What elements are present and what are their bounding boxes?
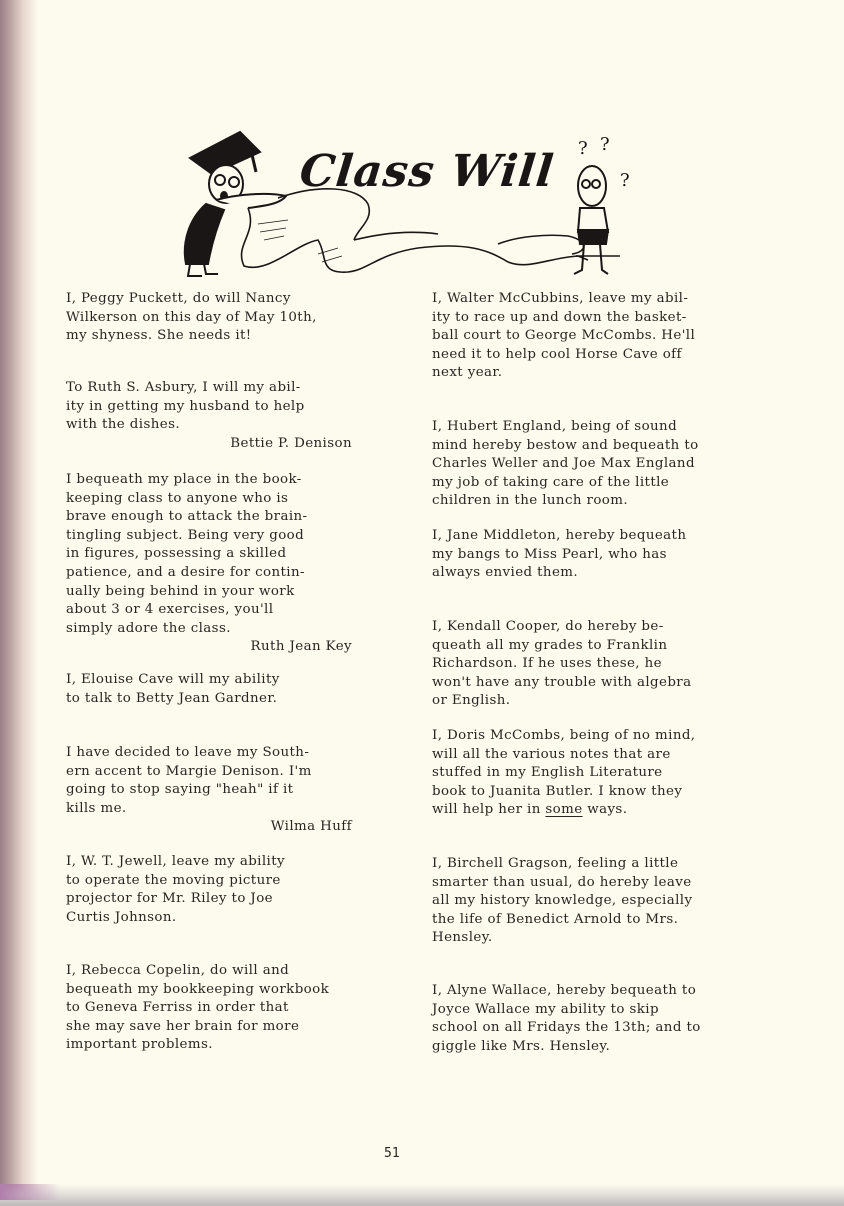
will-text: I, Alyne Wallace, hereby bequeath to Joyce Wallace my ability to skip school on all Fridays the 13th; and to giggle like Mrs. Hensley. (432, 983, 701, 1054)
will-text: I, W. T. Jewell, leave my ability to operate the moving picture projector for Mr. Riley to Joe Curtis Johnson. (66, 854, 285, 925)
will-entry (432, 418, 752, 511)
will-text: I, Rebecca Copelin, do will and bequeath my bookkeeping workbook to Geneva Ferriss in order that she may save her brain for more important problems. (66, 963, 330, 1053)
will-signature: Bettie P. Denison (230, 435, 352, 451)
will-text (432, 727, 752, 820)
svg-text:?: ? (578, 138, 588, 159)
will-text: I, Hubert England, being of sound mind hereby bestow and bequeath to Charles Weller and Joe Max England my job of taking care of the little children in the lunch room. (432, 419, 699, 509)
will-entry (432, 618, 752, 711)
will-entry (66, 290, 366, 346)
will-entry (66, 471, 366, 657)
page-number: 51 (384, 1146, 400, 1161)
graduate-cartoon-icon (185, 132, 286, 276)
will-text-part: ways. (582, 802, 628, 818)
will-text-part: I, Doris McCombs, being of no mind, will all the various notes that are stuffed in my English Literature book to Juanita Butler. I know they will help her in (432, 728, 696, 818)
page-bottom-edge (0, 1184, 844, 1206)
will-text: I, Birchell Gragson, feeling a little smarter than usual, do hereby leave all my history knowledge, especially the life of Benedict Arnold to Mrs. Hensley. (432, 856, 693, 946)
will-text: I, Elouise Cave will my ability to talk to Betty Jean Gardner. (66, 672, 280, 706)
will-text: I bequeath my place in the book- keeping class to anyone who is brave enough to attack the brain- tingling subject. Being very good in figures, possessing a skilled patience, and a desire for contin- ually being behind in your work about 3 or 4 exercises, you'll simply adore the class. (66, 472, 308, 636)
will-text: I, Jane Middleton, hereby bequeath my bangs to Miss Pearl, who has always envied them. (432, 528, 687, 581)
page-corner-tint (0, 1184, 60, 1200)
confused-boy-cartoon-icon (574, 134, 630, 274)
will-entry (432, 855, 752, 948)
page-binding-shadow (0, 0, 38, 1206)
svg-text:?: ? (620, 170, 630, 191)
will-text: I, Kendall Cooper, do hereby be- queath all my grades to Franklin Richardson. If he uses these, he won't have any trouble with algebra or English. (432, 619, 692, 709)
will-entry (66, 671, 366, 708)
will-text: I have decided to leave my South- ern accent to Margie Denison. I'm going to stop saying "heah" if it kills me. (66, 745, 312, 816)
will-entry (432, 290, 752, 383)
will-entry (432, 727, 752, 820)
will-entry (66, 962, 366, 1055)
will-entry (66, 379, 366, 453)
underlined-word: some (545, 802, 583, 818)
will-entry (432, 527, 752, 583)
will-entry (432, 982, 752, 1056)
page-title: Class Will (297, 146, 557, 197)
will-entry (66, 744, 366, 837)
will-text: I, Peggy Puckett, do will Nancy Wilkerson on this day of May 10th, my shyness. She needs it! (66, 291, 317, 344)
scroll-ribbon-icon (242, 189, 620, 272)
will-text: I, Walter McCubbins, leave my abil- ity to race up and down the basket- ball court to George McCombs. He'll need it to help cool Horse Cave off next year. (432, 291, 696, 381)
will-text: To Ruth S. Asbury, I will my abil- ity in getting my husband to help with the dishes. (66, 380, 305, 433)
svg-text:?: ? (600, 134, 610, 155)
will-entry (66, 853, 366, 927)
will-signature: Ruth Jean Key (250, 639, 352, 655)
will-signature: Wilma Huff (270, 819, 352, 835)
